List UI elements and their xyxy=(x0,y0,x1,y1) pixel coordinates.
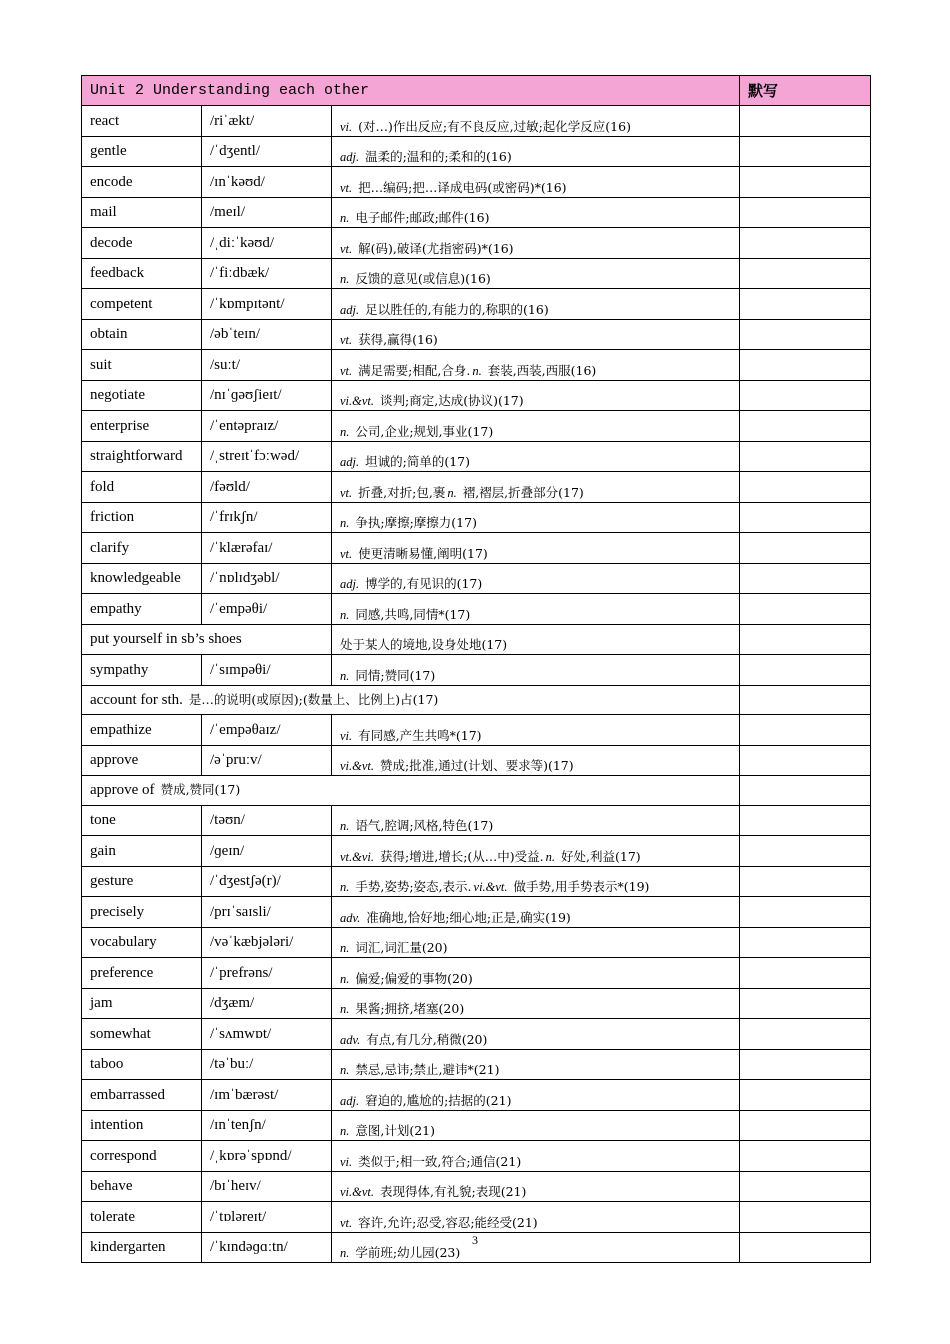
part-of-speech: n. xyxy=(340,971,350,986)
word-cell: enterprise xyxy=(82,411,202,442)
phonetic-cell: /əˈpruːv/ xyxy=(202,745,332,776)
phonetic-cell: /ˈnɒlɪdʒəbl/ xyxy=(202,563,332,594)
meaning-text: 果酱;拥挤,堵塞(20) xyxy=(355,1001,465,1016)
part-of-speech: vt. xyxy=(340,546,353,561)
dictation-cell[interactable] xyxy=(740,136,871,167)
phrase-meaning: 是…的说明(或原因);(数量上、比例上)占(17) xyxy=(188,691,439,707)
meaning-cell xyxy=(332,197,740,228)
phonetic-cell: /ˈprefrəns/ xyxy=(202,958,332,989)
meaning-text-2: 做手势,用手势表示*(19) xyxy=(513,879,650,894)
phonetic-cell: /ɪnˈkəʊd/ xyxy=(202,167,332,198)
table-row xyxy=(82,715,871,746)
word-cell: tolerate xyxy=(82,1202,202,1233)
dictation-cell[interactable] xyxy=(740,289,871,320)
meaning-cell xyxy=(332,167,740,198)
dictation-cell[interactable] xyxy=(740,197,871,228)
word-cell: kindergarten xyxy=(82,1232,202,1263)
table-row xyxy=(82,594,871,625)
dictation-cell[interactable] xyxy=(740,776,871,806)
phonetic-cell: /ˈsɪmpəθi/ xyxy=(202,655,332,686)
table-row xyxy=(82,1202,871,1233)
phonetic-cell: /ˌdiːˈkəʊd/ xyxy=(202,228,332,259)
phonetic-cell: /suːt/ xyxy=(202,350,332,381)
word-cell: react xyxy=(82,106,202,137)
phonetic-cell: /ˌkɒrəˈspɒnd/ xyxy=(202,1141,332,1172)
word-cell: jam xyxy=(82,988,202,1019)
meaning-cell xyxy=(332,958,740,989)
meaning-text-2: 套装,西装,西服(16) xyxy=(487,362,597,378)
phrase-meaning: 处于某人的境地,设身处地(17) xyxy=(340,637,508,652)
dictation-cell[interactable] xyxy=(740,350,871,381)
table-row xyxy=(82,502,871,533)
meaning-text: 坦诚的;简单的(17) xyxy=(365,454,470,469)
word-cell: gesture xyxy=(82,866,202,897)
dictation-cell[interactable] xyxy=(740,441,871,472)
table-row xyxy=(82,289,871,320)
word-cell: preference xyxy=(82,958,202,989)
word-cell: suit xyxy=(82,350,202,381)
table-row xyxy=(82,411,871,442)
phonetic-cell: /təˈbuː/ xyxy=(202,1049,332,1080)
meaning-text: 容许,允许;忍受,容忍;能经受(21) xyxy=(358,1214,538,1230)
phonetic-cell: /ɡeɪn/ xyxy=(202,836,332,867)
word-cell: gain xyxy=(82,836,202,867)
word-cell: sympathy xyxy=(82,655,202,686)
page-number: 3 xyxy=(472,1233,478,1247)
table-row xyxy=(82,106,871,137)
word-cell: empathy xyxy=(82,594,202,625)
dictation-cell[interactable] xyxy=(740,1019,871,1050)
meaning-cell xyxy=(332,1110,740,1141)
word-cell: approve xyxy=(82,745,202,776)
table-row xyxy=(82,1049,871,1080)
word-cell: mail xyxy=(82,197,202,228)
dictation-cell[interactable] xyxy=(740,624,871,655)
part-of-speech: adv. xyxy=(340,1032,361,1047)
part-of-speech: n. xyxy=(340,607,350,622)
dictation-cell[interactable] xyxy=(740,836,871,867)
table-row xyxy=(82,1080,871,1111)
table-row xyxy=(82,655,871,686)
word-cell: encode xyxy=(82,167,202,198)
table-row xyxy=(82,776,871,806)
dictation-cell[interactable] xyxy=(740,805,871,836)
meaning-cell xyxy=(332,1141,740,1172)
meaning-cell xyxy=(332,1049,740,1080)
dictation-cell[interactable] xyxy=(740,715,871,746)
meaning-cell xyxy=(332,106,740,137)
meaning-cell xyxy=(332,136,740,167)
table-row xyxy=(82,1110,871,1141)
meaning-text: 赞成;批准,通过(计划、要求等)(17) xyxy=(380,758,574,773)
dictation-cell[interactable] xyxy=(740,1110,871,1141)
meaning-text: 获得;增进,增长;(从…中)受益. xyxy=(380,848,544,864)
meaning-cell xyxy=(332,502,740,533)
phrase-text: account for sth. xyxy=(90,691,183,708)
part-of-speech: vi.&vt. xyxy=(340,1185,375,1199)
dictation-cell[interactable] xyxy=(740,897,871,928)
table-row xyxy=(82,927,871,958)
part-of-speech-2: vi.&vt. xyxy=(473,880,508,894)
phonetic-cell: /ɪmˈbærəst/ xyxy=(202,1080,332,1111)
phonetic-cell: /ˈempəθaɪz/ xyxy=(202,715,332,746)
meaning-text: 偏爱;偏爱的事物(20) xyxy=(355,970,473,986)
meaning-text: 同情;赞同(17) xyxy=(355,667,436,683)
meaning-cell xyxy=(332,988,740,1019)
meaning-cell xyxy=(332,594,740,625)
part-of-speech: vi.&vt. xyxy=(340,759,375,773)
word-cell: clarify xyxy=(82,533,202,564)
phrase-text: approve of xyxy=(90,782,155,799)
meaning-cell xyxy=(332,715,740,746)
table-row xyxy=(82,350,871,381)
word-cell: feedback xyxy=(82,258,202,289)
word-cell: somewhat xyxy=(82,1019,202,1050)
meaning-cell xyxy=(332,472,740,503)
dictation-cell[interactable] xyxy=(740,958,871,989)
table-row xyxy=(82,1141,871,1172)
meaning-text-2: 好处,利益(17) xyxy=(561,848,641,864)
word-cell: embarrassed xyxy=(82,1080,202,1111)
table-row xyxy=(82,472,871,503)
part-of-speech: vi. xyxy=(340,1154,353,1169)
meaning-cell xyxy=(332,836,740,867)
part-of-speech: adj. xyxy=(340,577,360,591)
phonetic-cell: /ˈentəpraɪz/ xyxy=(202,411,332,442)
dictation-cell[interactable] xyxy=(740,988,871,1019)
word-cell: friction xyxy=(82,502,202,533)
dictation-cell[interactable] xyxy=(740,502,871,533)
phonetic-cell: /ˈsʌmwɒt/ xyxy=(202,1019,332,1050)
table-row xyxy=(82,805,871,836)
meaning-cell xyxy=(332,228,740,259)
word-cell: correspond xyxy=(82,1141,202,1172)
meaning-text: 同感,共鸣,同情*(17) xyxy=(355,606,471,622)
meaning-cell xyxy=(332,655,740,686)
word-cell: obtain xyxy=(82,319,202,350)
dictation-cell[interactable] xyxy=(740,411,871,442)
phonetic-cell: /nɪˈɡəʊʃieɪt/ xyxy=(202,380,332,411)
part-of-speech: vi. xyxy=(340,728,353,743)
meaning-text: 有点,有几分,稍微(20) xyxy=(366,1031,488,1047)
meaning-text: 满足需要;相配,合身. xyxy=(358,362,471,378)
table-row xyxy=(82,136,871,167)
meaning-cell xyxy=(332,1202,740,1233)
dictation-cell[interactable] xyxy=(740,594,871,625)
dictation-cell[interactable] xyxy=(740,1171,871,1202)
meaning-text: 手势,姿势;姿态,表示. xyxy=(355,879,472,894)
word-cell: behave xyxy=(82,1171,202,1202)
part-of-speech: vi. xyxy=(340,119,353,134)
word-cell: taboo xyxy=(82,1049,202,1080)
part-of-speech: n. xyxy=(340,211,350,225)
part-of-speech-2: n. xyxy=(545,849,556,864)
word-cell: tone xyxy=(82,805,202,836)
dictation-cell[interactable] xyxy=(740,167,871,198)
part-of-speech: n. xyxy=(340,1246,350,1260)
vocabulary-table xyxy=(81,75,871,1263)
meaning-text: 解(码),破译(尤指密码)*(16) xyxy=(358,240,514,256)
phonetic-cell: /riˈækt/ xyxy=(202,106,332,137)
meaning-text: 表现得体,有礼貌;表现(21) xyxy=(380,1184,527,1199)
meaning-cell xyxy=(332,897,740,928)
part-of-speech: vt. xyxy=(340,1215,353,1230)
table-row xyxy=(82,1019,871,1050)
dictation-cell[interactable] xyxy=(740,563,871,594)
meaning-text: 足以胜任的,有能力的,称职的(16) xyxy=(365,301,549,317)
word-cell: fold xyxy=(82,472,202,503)
word-cell: empathize xyxy=(82,715,202,746)
phonetic-cell: /ˈfiːdbæk/ xyxy=(202,258,332,289)
meaning-cell xyxy=(332,927,740,958)
dictation-cell[interactable] xyxy=(740,685,871,715)
meaning-cell xyxy=(332,350,740,381)
table-row xyxy=(82,228,871,259)
meaning-cell xyxy=(332,319,740,350)
meaning-cell xyxy=(332,411,740,442)
dictation-cell[interactable] xyxy=(740,1141,871,1172)
part-of-speech: adj. xyxy=(340,302,360,317)
dictation-cell[interactable] xyxy=(740,1049,871,1080)
phonetic-cell: /ˈdʒestʃə(r)/ xyxy=(202,866,332,897)
meaning-cell xyxy=(332,1080,740,1111)
phrase-cell xyxy=(82,776,740,806)
meaning-text: 温柔的;温和的;柔和的(16) xyxy=(365,149,512,164)
dictation-cell[interactable] xyxy=(740,533,871,564)
dictation-cell[interactable] xyxy=(740,380,871,411)
table-row xyxy=(82,533,871,564)
phonetic-cell: /meɪl/ xyxy=(202,197,332,228)
part-of-speech: n. xyxy=(340,272,350,286)
phonetic-cell: /ˈempəθi/ xyxy=(202,594,332,625)
phonetic-cell: /dʒæm/ xyxy=(202,988,332,1019)
meaning-text: 词汇,词汇量(20) xyxy=(355,940,448,955)
dictation-cell[interactable] xyxy=(740,106,871,137)
phonetic-cell: /ˈfrɪkʃn/ xyxy=(202,502,332,533)
table-row xyxy=(82,167,871,198)
meaning-text: 窘迫的,尴尬的;拮据的(21) xyxy=(365,1092,512,1108)
table-row xyxy=(82,441,871,472)
part-of-speech: vt. xyxy=(340,180,353,195)
table-row xyxy=(82,380,871,411)
phonetic-cell: /ˈtɒləreɪt/ xyxy=(202,1202,332,1233)
word-cell: precisely xyxy=(82,897,202,928)
part-of-speech: n. xyxy=(340,1124,350,1138)
meaning-text: 获得,赢得(16) xyxy=(358,332,438,347)
phrase-cell xyxy=(82,685,740,715)
meaning-cell xyxy=(332,745,740,776)
meaning-cell xyxy=(332,533,740,564)
word-cell: knowledgeable xyxy=(82,563,202,594)
meaning-text: 语气,腔调;风格,特色(17) xyxy=(355,818,494,833)
part-of-speech-2: n. xyxy=(472,363,482,378)
table-row xyxy=(82,745,871,776)
meaning-cell xyxy=(332,258,740,289)
word-cell: competent xyxy=(82,289,202,320)
word-cell: vocabulary xyxy=(82,927,202,958)
part-of-speech: n. xyxy=(340,1063,350,1077)
table-row xyxy=(82,563,871,594)
part-of-speech: vt. xyxy=(340,333,353,347)
part-of-speech: adj. xyxy=(340,455,360,469)
part-of-speech: n. xyxy=(340,941,350,955)
table-row xyxy=(82,836,871,867)
dictation-cell[interactable] xyxy=(740,228,871,259)
phonetic-cell: /fəʊld/ xyxy=(202,472,332,503)
part-of-speech-2: n. xyxy=(447,485,457,500)
meaning-cell xyxy=(332,1019,740,1050)
phonetic-cell: /ˈkɪndəɡɑːtn/ xyxy=(202,1232,332,1263)
part-of-speech: n. xyxy=(340,516,350,530)
part-of-speech: adj. xyxy=(340,150,360,164)
table-row xyxy=(82,1171,871,1202)
meaning-cell xyxy=(332,380,740,411)
dictation-cell[interactable] xyxy=(740,655,871,686)
meaning-text: 意图,计划(21) xyxy=(355,1123,436,1138)
meaning-text: 博学的,有见识的(17) xyxy=(365,576,483,591)
word-cell: gentle xyxy=(82,136,202,167)
part-of-speech: n. xyxy=(340,424,350,439)
phonetic-cell: /bɪˈheɪv/ xyxy=(202,1171,332,1202)
meaning-cell xyxy=(332,563,740,594)
meaning-cell xyxy=(332,441,740,472)
phonetic-cell: /ˌstreɪtˈfɔːwəd/ xyxy=(202,441,332,472)
part-of-speech: n. xyxy=(340,880,350,894)
phonetic-cell: /vəˈkæbjələri/ xyxy=(202,927,332,958)
phrase-meaning: 赞成,赞同(17) xyxy=(160,782,241,798)
table-row xyxy=(82,988,871,1019)
part-of-speech: n. xyxy=(340,819,350,833)
part-of-speech: adj. xyxy=(340,1093,360,1108)
phonetic-cell: /əbˈteɪn/ xyxy=(202,319,332,350)
meaning-text: 把…编码;把…译成电码(或密码)*(16) xyxy=(358,179,567,195)
phonetic-cell: /ˈkɒmpɪtənt/ xyxy=(202,289,332,320)
meaning-cell xyxy=(332,1171,740,1202)
phrase-cell: put yourself in sb’s shoes xyxy=(82,624,332,655)
table-row xyxy=(82,258,871,289)
table-row xyxy=(82,866,871,897)
dictation-cell[interactable] xyxy=(740,927,871,958)
meaning-text: 类似于;相一致,符合;通信(21) xyxy=(358,1153,522,1169)
part-of-speech: adv. xyxy=(340,910,361,925)
table-row xyxy=(82,958,871,989)
table-row xyxy=(82,319,871,350)
dictation-cell[interactable] xyxy=(740,472,871,503)
part-of-speech: n. xyxy=(340,1002,350,1016)
meaning-text: 反馈的意见(或信息)(16) xyxy=(355,271,491,286)
meaning-text: 禁忌,忌讳;禁止,避讳*(21) xyxy=(355,1062,500,1077)
meaning-cell xyxy=(332,624,740,655)
meaning-text: 有同感,产生共鸣*(17) xyxy=(358,727,482,743)
meaning-cell xyxy=(332,289,740,320)
part-of-speech: vt. xyxy=(340,363,353,378)
dictation-cell[interactable] xyxy=(740,1080,871,1111)
unit-title: Unit 2 Understanding each other xyxy=(82,76,740,106)
meaning-text: 使更清晰易懂,阐明(17) xyxy=(358,545,488,561)
word-cell: straightforward xyxy=(82,441,202,472)
phonetic-cell: /ˈdʒentl/ xyxy=(202,136,332,167)
word-cell: negotiate xyxy=(82,380,202,411)
dictation-cell[interactable] xyxy=(740,745,871,776)
meaning-cell xyxy=(332,866,740,897)
table-row xyxy=(82,624,871,655)
dictation-cell[interactable] xyxy=(740,258,871,289)
dictation-column-header: 默写 xyxy=(740,76,871,106)
table-row xyxy=(82,197,871,228)
phonetic-cell: /ɪnˈtenʃn/ xyxy=(202,1110,332,1141)
phonetic-cell: /təʊn/ xyxy=(202,805,332,836)
part-of-speech: vt. xyxy=(340,241,353,256)
dictation-cell[interactable] xyxy=(740,866,871,897)
meaning-text: 谈判;商定,达成(协议)(17) xyxy=(380,393,524,408)
meaning-text: 电子邮件;邮政;邮件(16) xyxy=(355,210,490,225)
word-cell: decode xyxy=(82,228,202,259)
table-header-row xyxy=(82,76,871,106)
part-of-speech: vt.&vi. xyxy=(340,849,375,864)
meaning-text: 争执;摩擦;摩擦力(17) xyxy=(355,515,477,530)
table-row xyxy=(82,685,871,715)
meaning-text: 公司,企业;规划,事业(17) xyxy=(355,423,494,439)
meaning-text: 折叠,对折;包,裹 xyxy=(358,484,446,500)
table-row xyxy=(82,897,871,928)
dictation-cell[interactable] xyxy=(740,319,871,350)
meaning-text-2: 褶,褶层,折叠部分(17) xyxy=(462,484,584,500)
phonetic-cell: /prɪˈsaɪsli/ xyxy=(202,897,332,928)
word-cell: intention xyxy=(82,1110,202,1141)
part-of-speech: vt. xyxy=(340,485,353,500)
meaning-text: (对…)作出反应;有不良反应,过敏;起化学反应(16) xyxy=(358,118,631,134)
meaning-cell xyxy=(332,805,740,836)
phonetic-cell: /ˈklærəfaɪ/ xyxy=(202,533,332,564)
part-of-speech: vi.&vt. xyxy=(340,394,375,408)
part-of-speech: n. xyxy=(340,668,350,683)
meaning-text: 准确地,恰好地;细心地;正是,确实(19) xyxy=(366,909,571,925)
meaning-text: 学前班;幼儿园(23) xyxy=(355,1245,461,1260)
dictation-cell[interactable] xyxy=(740,1202,871,1233)
